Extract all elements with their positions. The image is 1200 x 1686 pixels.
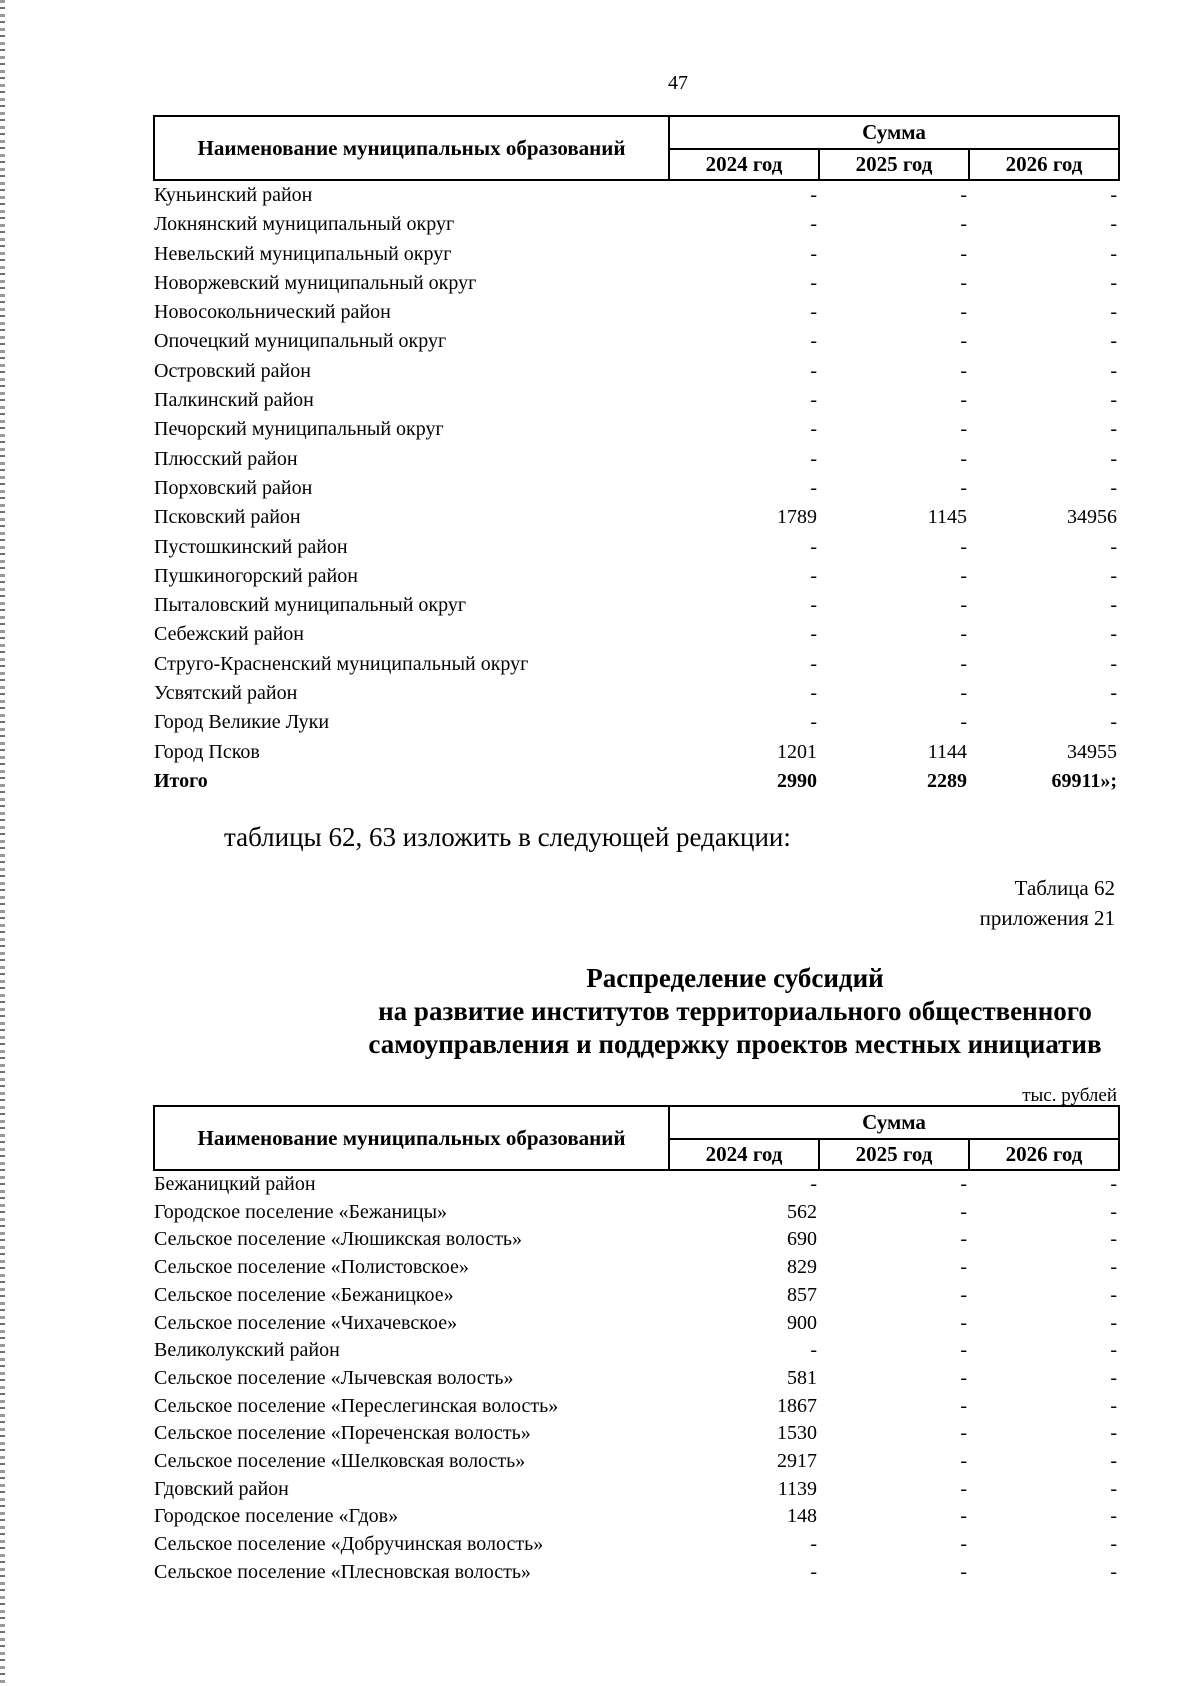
table-row (154, 1365, 1119, 1393)
table-2-body (154, 1170, 1119, 1587)
value-2024-cell: 829 (787, 1256, 817, 1279)
value-2025-cell: - (960, 1560, 967, 1583)
value-2026-cell: - (1110, 184, 1118, 206)
value-2024-cell: - (810, 184, 817, 206)
value-2025-cell: 1145 (927, 506, 967, 529)
value-2026-cell: - (1110, 418, 1118, 441)
row-name-cell: Сельское поселение «Плесновская волость» (154, 1560, 531, 1583)
value-2025-cell: - (960, 184, 967, 206)
row-name-cell: Новосокольнический район (154, 301, 391, 324)
row-name-cell: Себежский район (154, 623, 304, 646)
value-2026-cell: - (1110, 1339, 1118, 1362)
table-row (154, 1226, 1119, 1254)
row-name-cell: Опочецкий муниципальный округ (154, 330, 447, 353)
table-row (154, 357, 1119, 386)
value-2026-cell: - (1110, 242, 1118, 265)
value-2026-cell: - (1110, 1311, 1118, 1334)
value-2026-cell: - (1110, 623, 1118, 646)
row-name-cell: Сельское поселение «Чихачевское» (154, 1311, 458, 1334)
value-2026-cell: - (1110, 476, 1118, 499)
value-2025-cell: - (960, 213, 967, 236)
column-header-2024: 2024 год (669, 1139, 819, 1170)
row-name-cell: Сельское поселение «Полистовское» (154, 1256, 469, 1279)
table-label: Таблица 62 (1014, 876, 1115, 900)
table-row (154, 240, 1119, 269)
row-name-cell: Сельское поселение «Бежаницкое» (154, 1283, 454, 1306)
value-2024-cell: - (810, 330, 817, 353)
table-row (154, 503, 1119, 532)
table-row (154, 650, 1119, 679)
table-row (154, 1559, 1119, 1587)
value-2024-cell: 690 (787, 1228, 817, 1251)
table-row (154, 298, 1119, 327)
value-2024-cell: - (810, 623, 817, 646)
value-2024-cell: - (810, 1339, 817, 1362)
value-2026-cell: - (1110, 1505, 1118, 1528)
table-row (154, 415, 1119, 444)
value-2026-cell: 34956 (1067, 506, 1118, 529)
value-2026-cell: - (1110, 359, 1118, 382)
table-row (154, 708, 1119, 737)
value-2024-cell: 857 (787, 1283, 817, 1306)
value-2024-cell: 148 (787, 1505, 817, 1528)
row-name-cell: Сельское поселение «Добручинская волость» (154, 1533, 544, 1556)
value-2026-cell: - (1110, 535, 1118, 558)
row-name-cell: Итого (154, 769, 208, 792)
table-1 (153, 115, 1118, 796)
column-header-2026: 2026 год (969, 149, 1119, 180)
column-header-2024: 2024 год (669, 149, 819, 180)
table-row (154, 1310, 1119, 1338)
value-2024-cell: - (810, 594, 817, 617)
title-line: Распределение субсидий (586, 963, 884, 993)
value-2025-cell: - (960, 1533, 967, 1556)
value-2026-cell: - (1110, 1560, 1118, 1583)
value-2024-cell: 1867 (777, 1394, 817, 1417)
value-2026-cell: - (1110, 1366, 1118, 1389)
value-2025-cell: - (960, 1173, 967, 1195)
table-row (154, 1448, 1119, 1476)
value-2024-cell: 2990 (777, 769, 817, 792)
value-2026-cell: - (1110, 1200, 1118, 1223)
table-row (154, 180, 1119, 210)
table-row (154, 1476, 1119, 1504)
value-2024-cell: - (810, 301, 817, 324)
value-2026-cell: - (1110, 213, 1118, 236)
table-row (154, 1337, 1119, 1365)
row-name-cell: Пыталовский муниципальный округ (154, 594, 467, 617)
value-2025-cell: - (960, 1256, 967, 1279)
value-2026-cell: - (1110, 1283, 1118, 1306)
value-2024-cell: 1530 (777, 1422, 817, 1445)
table-row (154, 562, 1119, 591)
table-row (154, 1531, 1119, 1559)
value-2024-cell: - (810, 652, 817, 675)
column-header-name: Наименование муниципальных образований (154, 116, 669, 180)
value-2026-cell: - (1110, 301, 1118, 324)
value-2026-cell: - (1110, 1173, 1118, 1195)
value-2024-cell: 900 (787, 1311, 817, 1334)
value-2025-cell: - (960, 1422, 967, 1445)
page-number: 47 (668, 72, 688, 94)
value-2024-cell: - (810, 1560, 817, 1583)
value-2026-cell: - (1110, 1477, 1118, 1500)
title-line: самоуправления и поддержку проектов местных инициатив (368, 1029, 1102, 1059)
value-2025-cell: - (960, 682, 967, 705)
row-name-cell: Сельское поселение «Люшикская волость» (154, 1228, 523, 1251)
row-name-cell: Псковский район (154, 506, 301, 529)
table-row (154, 620, 1119, 649)
value-2024-cell: - (810, 535, 817, 558)
value-2026-cell: - (1110, 711, 1118, 734)
value-2025-cell: - (960, 623, 967, 646)
value-2026-cell: - (1110, 594, 1118, 617)
value-2024-cell: - (810, 418, 817, 441)
value-2025-cell: - (960, 1311, 967, 1334)
table-row (154, 445, 1119, 474)
column-header-sum: Сумма (669, 1106, 1119, 1139)
value-2026-cell: - (1110, 652, 1118, 675)
value-2026-cell: - (1110, 682, 1118, 705)
value-2026-cell: - (1110, 1450, 1118, 1473)
value-2024-cell: - (810, 359, 817, 382)
table-row (154, 533, 1119, 562)
table-row (154, 1282, 1119, 1310)
row-name-cell: Великолукский район (154, 1339, 340, 1362)
value-2025-cell: - (960, 1283, 967, 1306)
value-2025-cell: - (960, 1366, 967, 1389)
row-name-cell: Сельское поселение «Лычевская волость» (154, 1366, 514, 1389)
value-2025-cell: - (960, 1339, 967, 1362)
value-2024-cell: 581 (787, 1366, 817, 1389)
row-name-cell: Локнянский муниципальный округ (154, 213, 455, 236)
row-name-cell: Город Псков (154, 740, 260, 763)
table-row (154, 1393, 1119, 1421)
row-name-cell: Плюсский район (154, 447, 298, 470)
value-2025-cell: - (960, 594, 967, 617)
table-row (154, 474, 1119, 503)
value-2024-cell: - (810, 271, 817, 294)
row-name-cell: Печорский муниципальный округ (154, 418, 444, 441)
row-name-cell: Куньинский район (154, 184, 313, 206)
scan-edge (0, 0, 5, 1686)
table-row (154, 210, 1119, 239)
value-2025-cell: 2289 (927, 769, 967, 792)
value-2025-cell: - (960, 1228, 967, 1251)
value-2025-cell: - (960, 242, 967, 265)
value-2026-cell: - (1110, 564, 1118, 587)
row-name-cell: Сельское поселение «Переслегинская волость» (154, 1394, 559, 1417)
row-name-cell: Пушкиногорский район (154, 564, 358, 587)
table-total-row (154, 767, 1119, 796)
value-2026-cell: - (1110, 1256, 1118, 1279)
value-2025-cell: - (960, 564, 967, 587)
table-row (154, 1199, 1119, 1227)
row-name-cell: Островский район (154, 359, 311, 382)
value-2026-cell: - (1110, 1533, 1118, 1556)
value-2026-cell: - (1110, 330, 1118, 353)
row-name-cell: Городское поселение «Гдов» (154, 1505, 399, 1528)
value-2026-cell: - (1110, 389, 1118, 412)
row-name-cell: Город Великие Луки (154, 711, 330, 734)
appendix-label: приложения 21 (979, 906, 1115, 930)
column-header-2025: 2025 год (819, 1139, 969, 1170)
value-2024-cell: - (810, 447, 817, 470)
value-2025-cell: - (960, 389, 967, 412)
row-name-cell: Сельское поселение «Пореченская волость» (154, 1422, 531, 1445)
table-row (154, 1170, 1119, 1199)
row-name-cell: Бежаницкий район (154, 1173, 316, 1195)
value-2024-cell: - (810, 1533, 817, 1556)
row-name-cell: Порховский район (154, 476, 313, 499)
value-2025-cell: - (960, 476, 967, 499)
value-2025-cell: - (960, 652, 967, 675)
table-row (154, 738, 1119, 767)
value-2024-cell: 1789 (777, 506, 817, 529)
column-header-2026: 2026 год (969, 1139, 1119, 1170)
value-2026-cell: - (1110, 271, 1118, 294)
row-name-cell: Городское поселение «Бежаницы» (154, 1200, 448, 1223)
row-name-cell: Палкинский район (154, 389, 314, 412)
table-row (154, 679, 1119, 708)
value-2024-cell: - (810, 389, 817, 412)
value-2024-cell: 562 (787, 1200, 817, 1223)
value-2024-cell: - (810, 242, 817, 265)
row-name-cell: Сельское поселение «Шелковская волость» (154, 1450, 526, 1473)
value-2025-cell: - (960, 301, 967, 324)
value-2025-cell: - (960, 330, 967, 353)
table-row (154, 1420, 1119, 1448)
table-row (154, 1503, 1119, 1531)
table-row (154, 327, 1119, 356)
table-row (154, 386, 1119, 415)
table-row (154, 1254, 1119, 1282)
value-2025-cell: - (960, 1477, 967, 1500)
column-header-sum: Сумма (669, 116, 1119, 149)
value-2026-cell: - (1110, 1228, 1118, 1251)
value-2025-cell: - (960, 271, 967, 294)
value-2024-cell: 1139 (777, 1477, 817, 1500)
column-header-name: Наименование муниципальных образований (154, 1106, 669, 1170)
row-name-cell: Усвятский район (154, 682, 298, 705)
value-2025-cell: - (960, 711, 967, 734)
units-label: тыс. рублей (1022, 1085, 1117, 1106)
table-1-body (154, 180, 1119, 796)
value-2025-cell: - (960, 1450, 967, 1473)
value-2024-cell: 1201 (777, 740, 817, 763)
value-2026-cell: - (1110, 447, 1118, 470)
table-2 (153, 1105, 1118, 1587)
value-2025-cell: 1144 (927, 740, 967, 763)
table-row (154, 591, 1119, 620)
value-2025-cell: - (960, 1394, 967, 1417)
value-2024-cell: - (810, 682, 817, 705)
value-2024-cell: 2917 (777, 1450, 817, 1473)
value-2024-cell: - (810, 564, 817, 587)
row-name-cell: Струго-Красненский муниципальный округ (154, 652, 529, 675)
value-2025-cell: - (960, 535, 967, 558)
table-row (154, 269, 1119, 298)
value-2024-cell: - (810, 1173, 817, 1195)
value-2025-cell: - (960, 447, 967, 470)
title-line: на развитие институтов территориального общественного (378, 996, 1092, 1026)
value-2025-cell: - (960, 359, 967, 382)
value-2026-cell: 34955 (1067, 740, 1118, 763)
value-2024-cell: - (810, 711, 817, 734)
instruction-text: таблицы 62, 63 изложить в следующей редакции: (224, 822, 791, 852)
value-2026-cell: - (1110, 1422, 1118, 1445)
value-2026-cell: - (1110, 1394, 1118, 1417)
column-header-2025: 2025 год (819, 149, 969, 180)
row-name-cell: Невельский муниципальный округ (154, 242, 452, 265)
row-name-cell: Гдовский район (154, 1477, 289, 1500)
row-name-cell: Пустошкинский район (154, 535, 348, 558)
document-title (150, 962, 1200, 1061)
value-2025-cell: - (960, 418, 967, 441)
value-2025-cell: - (960, 1200, 967, 1223)
value-2024-cell: - (810, 213, 817, 236)
value-2024-cell: - (810, 476, 817, 499)
row-name-cell: Новоржевский муниципальный округ (154, 271, 477, 294)
value-2026-cell: 69911»; (1051, 769, 1118, 792)
value-2025-cell: - (960, 1505, 967, 1528)
